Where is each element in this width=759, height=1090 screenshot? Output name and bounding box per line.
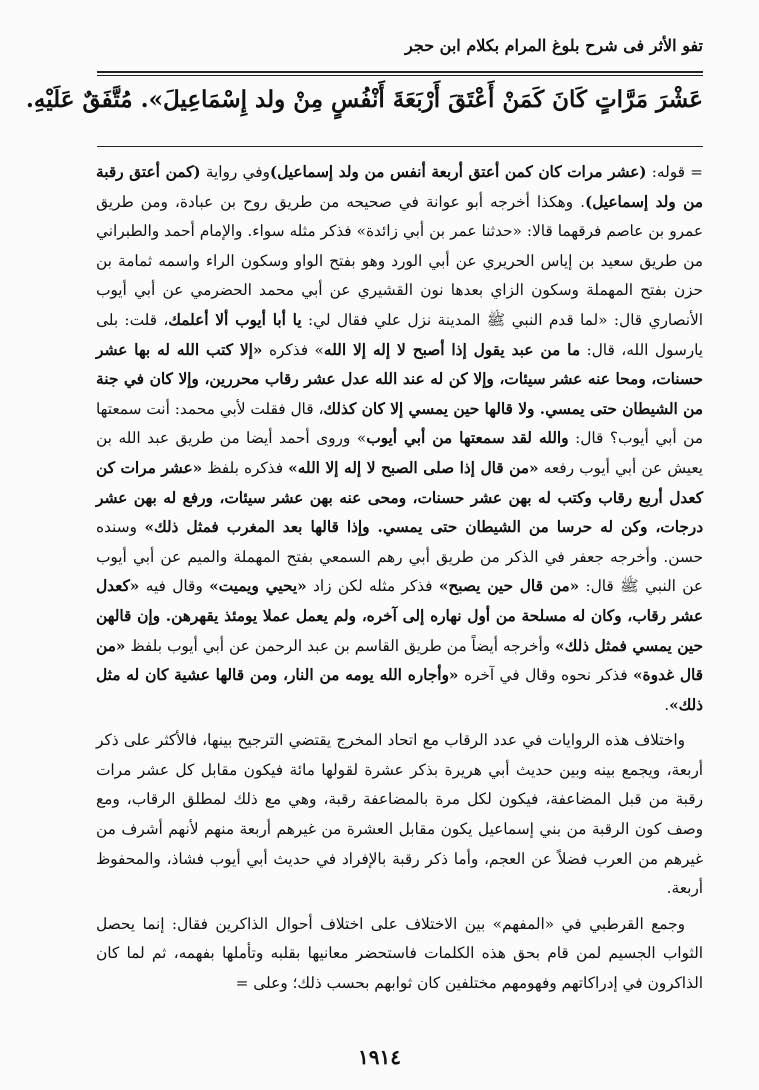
hadith-text: عَشْرَ مَرَّاتٍ كَانَ كَمَنْ أَعْتَقَ أَرْبَعَةَ أَنْفُسٍ مِنْ ولد إِسْمَاعِيلَ». مُتَّفَقٌ عَلَيْهِ. (25, 86, 703, 113)
matn-separator-rule (97, 146, 703, 147)
commentary-paragraph-3: وجمع القرطبي في «المفهم» بين الاختلاف على اختلاف أحوال الذاكرين فقال: إنما يحصل الثواب الجسيم لمن قام بحق هذه الكلمات فاستحضر معانيها بقلبه وتأملها بفهمه، ثم لما كان الذاكرون في إدراكاتهم وفهومهم مختلفين كان ثوابهم بحسب ذلك؛ وعلى = (96, 914, 703, 993)
commentary-paragraph-1: = قوله: (عشر مرات كان كمن أعتق أربعة أنفس من ولد إسماعيل)وفي رواية (كمن أعتق رقبة من ولد إسماعيل). وهكذا أخرجه أبو عوانة في صحيحه من طريق روح بن عبادة، ومن طريق عمرو بن عاصم فرقهما قالا: «حدثنا عمر بن أبي زائدة» فذكر مثله سواء. والإمام أحمد والطبراني من طريق سعيد بن إياس الحريري عن أبي الورد وهو بفتح الواو وسكون الراء واسمه ثمامة بن حزن بفتح المهملة وسكون الزاي بعدها نون القشيري عن أبي محمد الحضرمي عن أبي أيوب الأنصاري قال: «لما قدم النبي ﷺ المدينة نزل علي فقال لي: يا أبا أيوب ألا أعلمك، قلت: بلى يارسول الله، قال: ما من عبد يقول إذا أصبح لا إله إلا الله» فذكره «إلا كتب الله له بها عشر حسنات، ومحا عنه عشر سيئات، وإلا كن له عند الله عدل عشر رقاب محررين، وإلا كان في جنة من الشيطان حتى يمسي. ولا قالها حين يمسي إلا كان كذلك، قال فقلت لأبي محمد: أنت سمعتها من أبي أيوب؟ قال: والله لقد سمعتها من أبي أيوب» وروى أحمد أيضا من طريق عبد الله بن يعيش عن أبي أيوب رفعه «من قال إذا صلى الصبح لا إله إلا الله» فذكره بلفظ «عشر مرات كن كعدل أربع رقاب وكتب له بهن عشر حسنات، ومحى عنه بهن عشر سيئات، ورفع له بهن عشر درجات، وكن له حرسا من الشيطان حتى يمسي. وإذا قالها بعد المغرب فمثل ذلك» وسنده حسن. وأخرجه جعفر في الذكر من طريق أبي رهم السمعي بفتح المهملة والميم عن أبي أيوب عن النبي ﷺ قال: «من قال حين يصبح» فذكر مثله لكن زاد «يحيي ويميت» وقال فيه «كعدل عشر رقاب، وكان له مسلحة من أول نهاره إلى آخره، ولم يعمل عملا يومئذ يقهرهن. وإن قالهن حين يمسي فمثل ذلك» وأخرجه أيضاً من طريق القاسم بن عبد الرحمن عن أبي أيوب بلفظ «من قال غدوة» فذكر نحوه وقال في آخره «وأجاره الله يومه من النار، ومن قالها عشية كان له مثل ذلك». (96, 163, 704, 714)
header-rule-thin (97, 75, 703, 76)
page-number: ١٩١٤ (358, 1045, 401, 1069)
commentary-paragraph-2: واختلاف هذه الروايات في عدد الرقاب مع اتحاد المخرج يقتضي الترجيح بينها، فالأكثر على ذكر أربعة، ويجمع بينه وبين حديث أبي هريرة بذكر عشرة لقولها مائة فيكون مقابل كل عشر مرات رقبة من قبل المضاعفة، فيكون لكل مرة بالمضاعفة رقبة، وهي مع ذلك لمطلق الرقاب، ومع وصف كون الرقبة من بني إسماعيل يكون مقابل العشرة من غيرهم أربعة منهم لأنهم أشرف من غيرهم من العرب فضلاً عن العجم، وأما ذكر رقبة بالإفراد في حديث أبي أيوب فشاذ، والمحفوظ أربعة. (96, 731, 703, 898)
header-rule-thick (97, 71, 703, 73)
running-header-title: تفو الأثر فى شرح بلوغ المرام بكلام ابن حجر (405, 36, 703, 55)
commentary-body (96, 158, 703, 999)
